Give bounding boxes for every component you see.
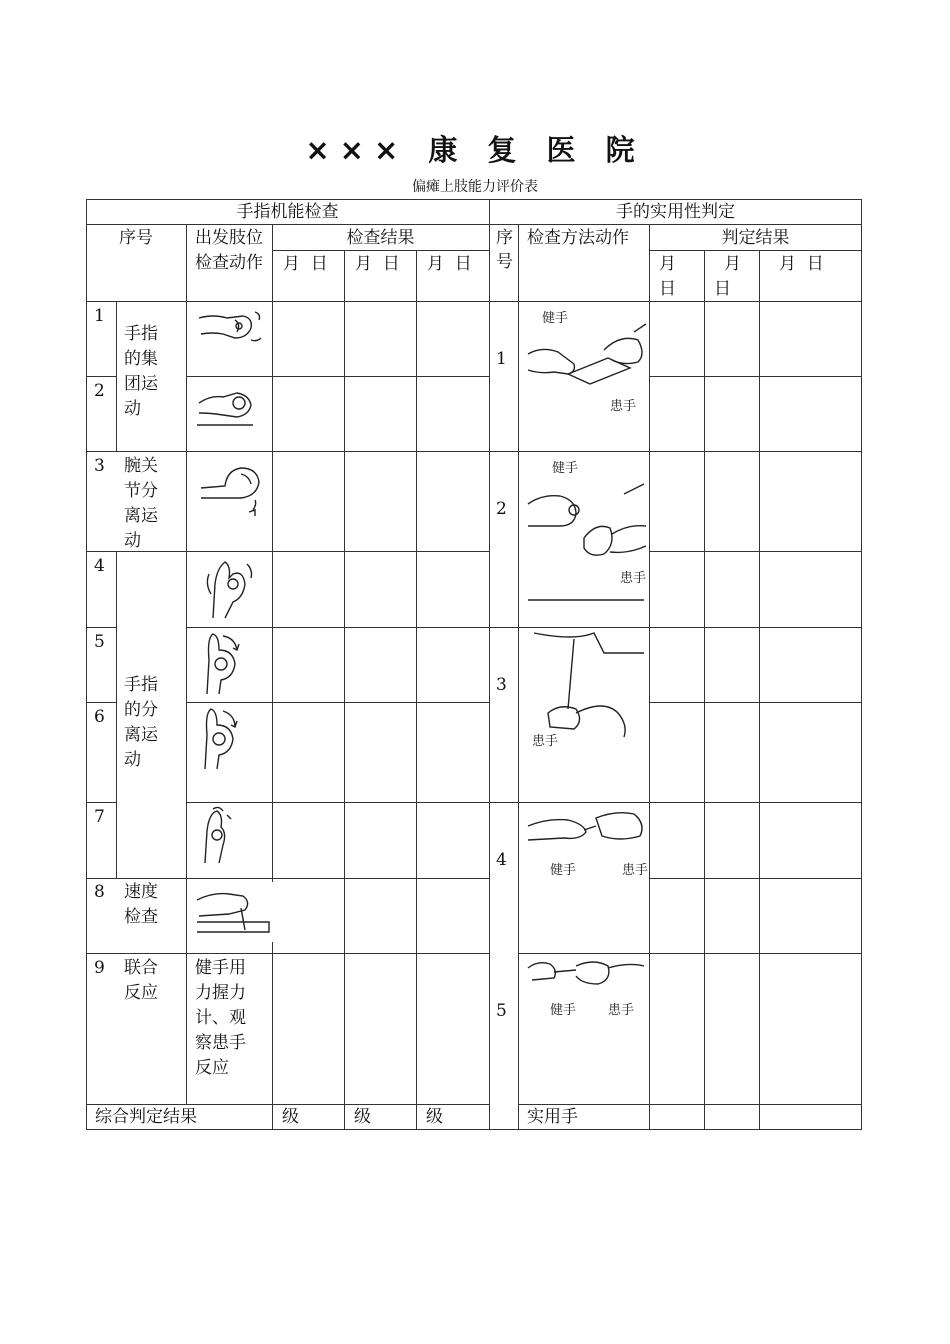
date-day: 日 bbox=[659, 279, 676, 299]
grid-line bbox=[86, 953, 489, 954]
date-month: 月 bbox=[724, 254, 741, 274]
wrist-movement-illustration bbox=[195, 454, 271, 524]
grid-line bbox=[518, 224, 519, 1130]
row-number: 4 bbox=[94, 556, 105, 576]
grid-line bbox=[86, 802, 117, 803]
task-nail-clipping-illustration bbox=[524, 806, 648, 884]
row-number: 5 bbox=[496, 1001, 507, 1021]
grid-line bbox=[86, 199, 87, 1130]
grade-label: 级 bbox=[354, 1107, 371, 1127]
date-month: 月 bbox=[659, 254, 676, 274]
grid-line bbox=[86, 451, 862, 452]
date-day: 日 bbox=[714, 279, 731, 299]
date-header: 月 日 bbox=[283, 254, 328, 274]
grid-line bbox=[649, 551, 862, 552]
grade-label: 级 bbox=[282, 1107, 299, 1127]
date-header: 月 日 bbox=[355, 254, 400, 274]
grid-line bbox=[116, 551, 117, 878]
healthy-hand-label: 健手 bbox=[550, 1003, 577, 1018]
grid-line bbox=[649, 224, 650, 1130]
item-label: 手指的分离运动 bbox=[124, 675, 158, 770]
row-number: 8 bbox=[94, 882, 105, 902]
column-header-seq: 序号 bbox=[119, 228, 153, 248]
item-label: 腕关节分离运动 bbox=[124, 456, 158, 551]
summary-label: 综合判定结果 bbox=[95, 1107, 197, 1127]
row-number: 3 bbox=[496, 675, 507, 695]
grid-line bbox=[649, 702, 862, 703]
grid-line bbox=[86, 627, 117, 628]
action-description: 健手用力握力计、观察患手反应 bbox=[195, 958, 246, 1078]
healthy-hand-label: 健手 bbox=[542, 311, 569, 326]
practical-hand-label: 实用手 bbox=[527, 1107, 578, 1127]
item-label: 联合反应 bbox=[124, 958, 158, 1003]
healthy-hand-label: 健手 bbox=[552, 461, 579, 476]
hand-fist-illustration bbox=[193, 304, 269, 348]
form-subtitle: 偏瘫上肢能力评价表 bbox=[412, 179, 538, 195]
grid-line bbox=[489, 199, 490, 1130]
grid-line bbox=[186, 376, 489, 377]
grid-line bbox=[116, 301, 117, 451]
grid-line bbox=[186, 224, 187, 1104]
finger-separation-illustration bbox=[193, 630, 271, 696]
hand-grip-illustration bbox=[193, 379, 259, 431]
grid-line bbox=[86, 1129, 862, 1130]
finger-separation-illustration bbox=[193, 705, 271, 771]
row-number: 1 bbox=[496, 349, 507, 369]
speed-check-illustration bbox=[193, 882, 273, 942]
grid-line bbox=[489, 627, 862, 628]
row-number: 9 bbox=[94, 958, 105, 978]
affected-hand-label: 患手 bbox=[620, 571, 647, 586]
grid-line bbox=[344, 250, 345, 1130]
row-number: 7 bbox=[94, 807, 105, 827]
task-washing-illustration bbox=[524, 956, 648, 1022]
item-label: 手指的集团运动 bbox=[124, 324, 158, 419]
grid-line bbox=[649, 878, 862, 879]
grid-line bbox=[86, 878, 489, 879]
grid-line bbox=[86, 376, 117, 377]
finger-separation-illustration bbox=[195, 554, 271, 620]
grid-line bbox=[759, 250, 760, 1130]
grid-line bbox=[186, 802, 862, 803]
healthy-hand-label: 健手 bbox=[550, 863, 577, 878]
grid-line bbox=[416, 250, 417, 1130]
row-number: 6 bbox=[94, 707, 105, 727]
date-header: 月 日 bbox=[427, 254, 472, 274]
affected-hand-label: 患手 bbox=[622, 863, 648, 878]
affected-hand-label: 患手 bbox=[532, 734, 559, 749]
row-number: 2 bbox=[496, 499, 507, 519]
row-number: 5 bbox=[94, 632, 105, 652]
row-number: 1 bbox=[94, 306, 105, 326]
grid-line bbox=[86, 702, 117, 703]
hospital-title: ××× 康 复 医 院 bbox=[305, 133, 645, 167]
row-number: 2 bbox=[94, 381, 105, 401]
column-header-result: 检查结果 bbox=[346, 228, 415, 248]
task-opening-illustration bbox=[524, 454, 648, 604]
affected-hand-label: 患手 bbox=[610, 399, 637, 414]
column-header-seq: 序号 bbox=[496, 228, 513, 272]
row-number: 3 bbox=[94, 456, 105, 476]
grid-line bbox=[649, 376, 862, 377]
affected-hand-label: 患手 bbox=[608, 1003, 635, 1018]
task-cutting-illustration bbox=[524, 302, 648, 420]
column-header-method: 检查方法动作 bbox=[527, 228, 629, 248]
grid-line bbox=[272, 224, 273, 1130]
row-number: 4 bbox=[496, 850, 507, 870]
date-header: 月 日 bbox=[779, 254, 824, 274]
grid-line bbox=[861, 199, 862, 1130]
grid-line bbox=[704, 250, 705, 1130]
grid-line bbox=[86, 301, 862, 302]
task-umbrella-illustration bbox=[524, 629, 648, 761]
column-header-judgement: 判定结果 bbox=[721, 228, 790, 248]
grade-label: 级 bbox=[426, 1107, 443, 1127]
left-section-heading: 手指机能检查 bbox=[236, 202, 339, 222]
grid-line bbox=[186, 627, 489, 628]
right-section-heading: 手的实用性判定 bbox=[616, 202, 735, 222]
grid-line bbox=[518, 953, 862, 954]
item-label: 速度检查 bbox=[124, 882, 158, 927]
grid-line bbox=[186, 702, 489, 703]
finger-separation-illustration bbox=[193, 805, 271, 867]
column-header-action: 出发肢位检查动作 bbox=[195, 228, 263, 273]
